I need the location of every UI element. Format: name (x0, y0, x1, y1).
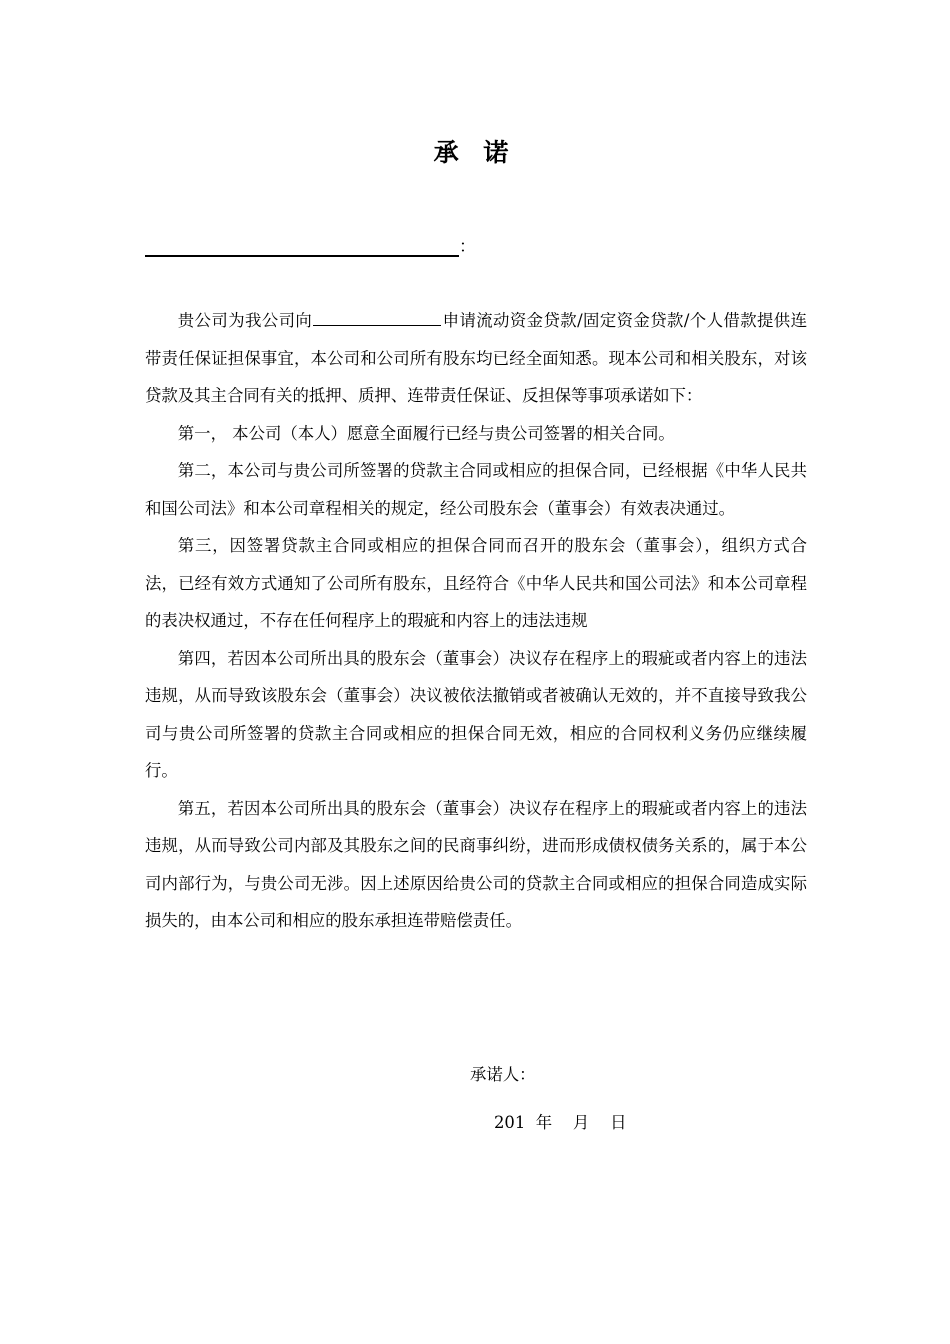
clause-1: 第一， 本公司（本人）愿意全面履行已经与贵公司签署的相关合同。 (177, 423, 675, 443)
clause-3: 第三，因签署贷款主合同或相应的担保合同而召开的股东会（董事会），组织方式合法，已经有效方式通知了公司所有股东，且经符合《中华人民共和国公司法》和本公司章程的表决权通过，不存在任何程序上的瑕疵和内容上的违法违规 (145, 536, 807, 630)
addressee-line (145, 232, 476, 256)
intro-paragraph (145, 302, 807, 415)
clause-5: 第五，若因本公司所出具的股东会（董事会）决议存在程序上的瑕疵或者内容上的违法违规，从而导致公司内部及其股东之间的民商事纠纷，进而形成债权债务关系的，属于本公司内部行为，与贵公司无涉。因上述原因给贵公司的贷款主合同或相应的担保合同造成实际损失的，由本公司和相应的股东承担连带赔偿责任。 (145, 798, 807, 930)
signer-label: 承诺人： (470, 1065, 536, 1084)
addressee-blank[interactable] (145, 237, 459, 257)
clause-2: 第二，本公司与贵公司所签署的贷款主合同或相应的担保合同，已经根据《中华人民共和国公司法》和本公司章程相关的规定，经公司股东会（董事会）有效表决通过。 (145, 461, 807, 518)
intro-text-before-blank: 贵公司为我公司向 (177, 311, 313, 330)
document-body (145, 302, 807, 940)
lender-name-blank[interactable] (313, 307, 441, 326)
document-title: 承 诺 (433, 138, 517, 167)
intro-text-after-blank: 申请流动资金贷款/固定资金贷款/个人借款提供连带责任保证担保事宜，本公司和公司所有股东均已经全面知悉。现本公司和相关股东，对该贷款及其主合同有关的抵押、质押、连带责任保证、反担保等事项承诺如下： (145, 311, 807, 405)
addressee-colon: ： (459, 237, 476, 257)
clause-4: 第四，若因本公司所出具的股东会（董事会）决议存在程序上的瑕疵或者内容上的违法违规，从而导致该股东会（董事会）决议被依法撤销或者被确认无效的，并不直接导致我公司与贵公司所签署的贷款主合同或相应的担保合同无效，相应的合同权利义务仍应继续履行。 (145, 648, 807, 780)
date-line: 201 年 月 日 (494, 1113, 627, 1132)
